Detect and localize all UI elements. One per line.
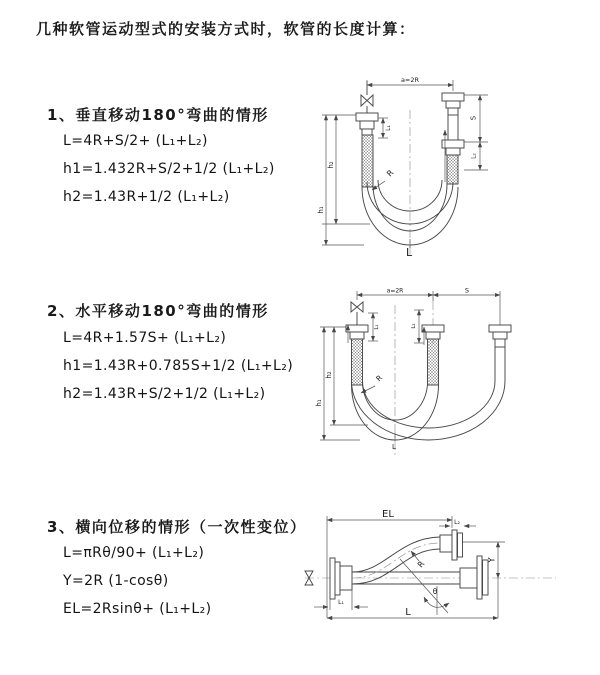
formula-1-h1: h1=1.432R+S/2+1/2 (L₁+L₂) xyxy=(63,161,275,177)
formula-2-h1: h1=1.43R+0.785S+1/2 (L₁+L₂) xyxy=(63,358,294,374)
diagram-vertical-180 xyxy=(312,72,594,264)
formula-2-h2: h2=1.43R+S/2+1/2 (L₁+L₂) xyxy=(63,386,266,402)
dim-label-length: L xyxy=(392,443,396,451)
formula-3-y: Y=2R (1-cosθ) xyxy=(63,573,169,589)
braided-hose-section xyxy=(428,339,439,385)
dim-label-angle: θ xyxy=(432,587,438,596)
valve-icon xyxy=(351,302,363,312)
fixed-end-left xyxy=(346,302,368,385)
braided-hose-section xyxy=(352,339,363,385)
section-1-heading: 1、垂直移动180°弯曲的情形 xyxy=(47,106,269,124)
dim-label-stroke: S xyxy=(464,286,470,295)
dim-label-span: a=2R xyxy=(386,287,404,295)
formula-1-l: L=4R+S/2+ (L₁+L₂) xyxy=(63,133,208,149)
fixed-end-left xyxy=(330,558,352,599)
dim-label-h2: h₂ xyxy=(327,161,335,169)
hose-u-bends xyxy=(352,381,506,440)
dim-label-h2: h₂ xyxy=(325,371,333,379)
dimension-lines-fittings xyxy=(368,310,424,343)
diagram-horizontal-180 xyxy=(312,285,594,463)
dim-label-l2: L₂ xyxy=(470,153,478,159)
formula-3-el: EL=2Rsinθ+ (L₁+L₂) xyxy=(63,601,212,617)
moving-end-position-2 xyxy=(489,325,511,381)
section-3-heading: 3、横向位移的情形（一次性变位） xyxy=(47,518,307,536)
section-2-heading: 2、水平移动180°弯曲的情形 xyxy=(47,302,269,320)
moving-end-position-1 xyxy=(422,325,444,385)
braided-hose-section xyxy=(447,155,458,184)
dim-label-el: EL xyxy=(382,509,394,520)
formula-2-l: L=4R+1.57S+ (L₁+L₂) xyxy=(63,330,227,346)
moving-end-right xyxy=(442,93,464,184)
radius-and-angle xyxy=(400,551,449,615)
dim-label-stroke: S xyxy=(469,115,478,121)
dim-label-radius: R xyxy=(415,559,427,570)
diagram-lateral-displacement xyxy=(300,502,590,654)
formula-3-l: L=πRθ/90+ (L₁+L₂) xyxy=(63,545,205,561)
dim-label-l2: L₂ xyxy=(454,519,460,526)
dim-label-y: Y xyxy=(487,557,498,563)
dim-label-l2: L₂ xyxy=(411,323,417,329)
dim-label-radius: R xyxy=(385,168,396,179)
hose-displaced-position xyxy=(352,530,463,584)
valve-icon xyxy=(361,95,373,106)
dim-label-h1: h₁ xyxy=(315,399,323,407)
formula-1-h2: h2=1.43R+1/2 (L₁+L₂) xyxy=(63,189,230,205)
page-title: 几种软管运动型式的安装方式时，软管的长度计算： xyxy=(36,20,416,38)
dim-label-l1: L₁ xyxy=(385,125,392,131)
dim-label-h1: h₁ xyxy=(317,206,325,214)
dimension-lines xyxy=(314,509,505,618)
fixed-end-left xyxy=(356,81,378,187)
dim-label-span: a=2R xyxy=(400,76,420,84)
braided-hose-section xyxy=(362,135,373,187)
dimension-lines xyxy=(317,76,488,259)
dim-label-l1: L₁ xyxy=(374,324,380,330)
dim-label-length: L xyxy=(406,246,413,259)
dim-label-l1: L₁ xyxy=(338,599,344,606)
dim-label-radius: R xyxy=(374,373,385,384)
dim-label-length: L xyxy=(405,607,411,618)
